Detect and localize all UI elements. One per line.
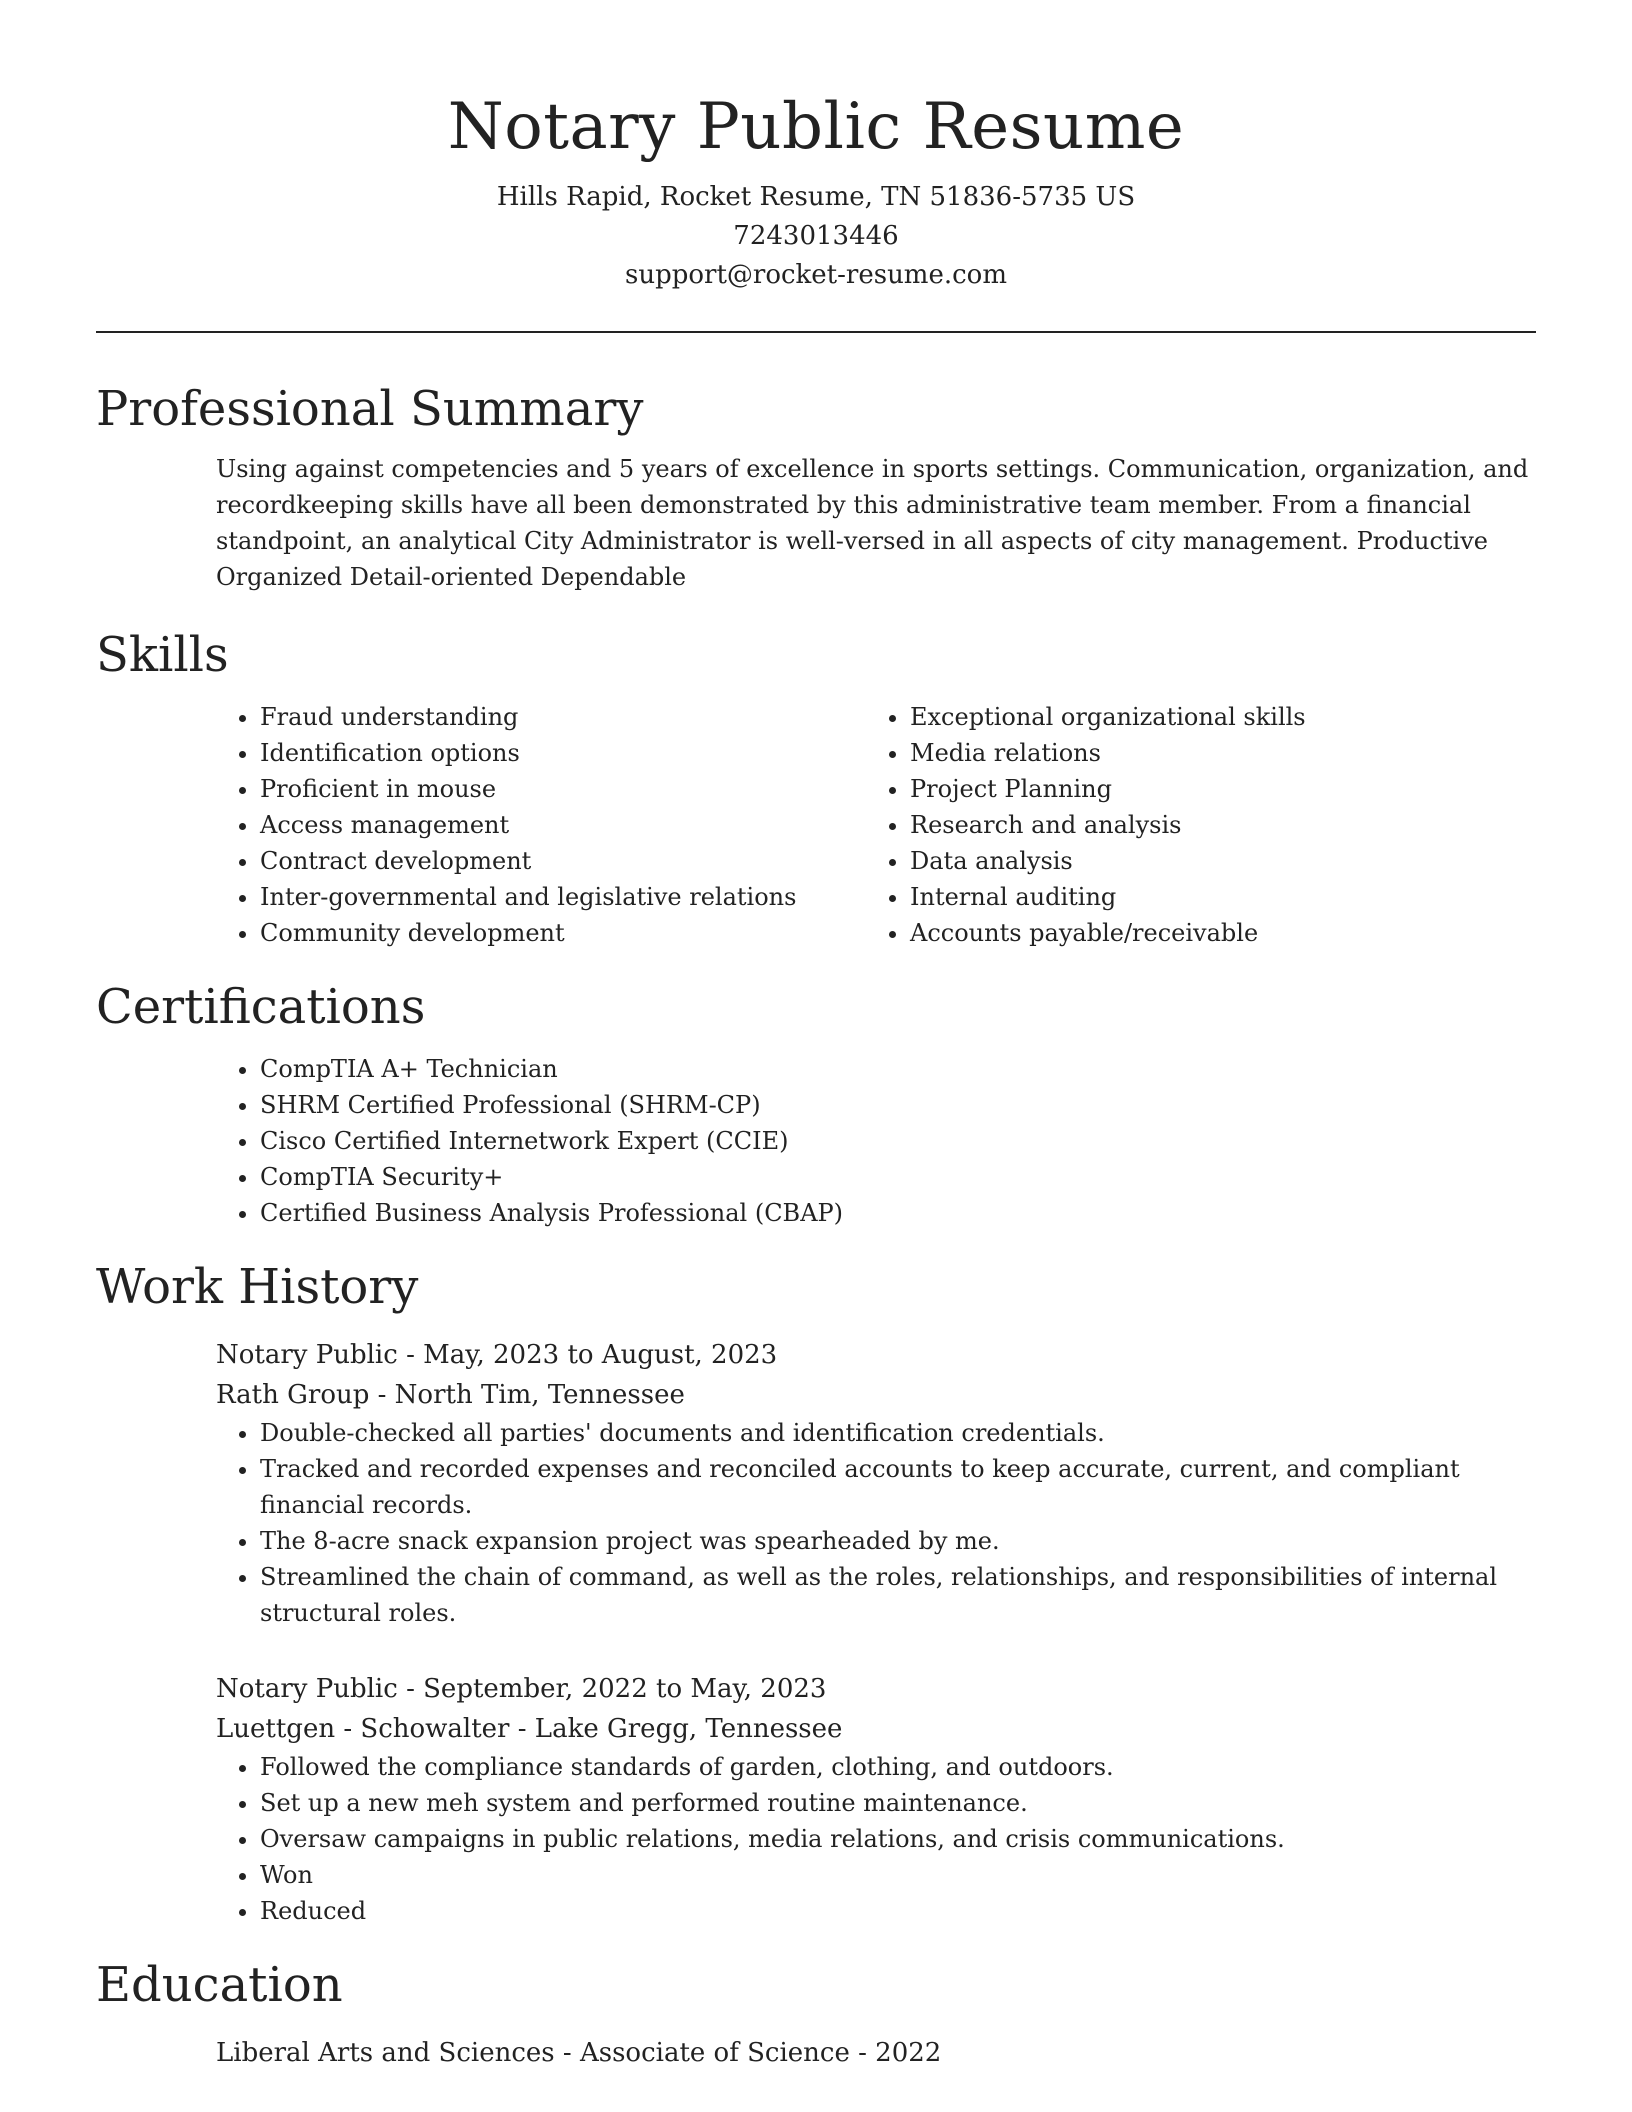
job-duty-item: • Followed the compliance standards of garden, clothing, and outdoors. [260, 1749, 1536, 1785]
skill-item: • Access management [260, 807, 866, 843]
job-duty-item: • Won [260, 1857, 1536, 1893]
job-duty-item: • Reduced [260, 1893, 1536, 1929]
job-company-line: Luettgen - Schowalter - Lake Gregg, Tennessee [216, 1714, 843, 1744]
job-entry [216, 1335, 1536, 1631]
skill-item: • Media relations [910, 735, 1516, 771]
job-duty-item: • Streamlined the chain of command, as well as the roles, relationships, and responsibilities of internal structural roles. [260, 1559, 1536, 1631]
work-history-heading: Work History [96, 1259, 419, 1315]
skill-item: • Exceptional organizational skills [910, 699, 1516, 735]
phone-text: 7243013446 [733, 221, 899, 251]
job-company-line: Rath Group - North Tim, Tennessee [216, 1380, 685, 1410]
job-entry [216, 1669, 1536, 1929]
skill-item: • Fraud understanding [260, 699, 866, 735]
job-duty-item: • Tracked and recorded expenses and reconciled accounts to keep accurate, current, and compliant financial records. [260, 1451, 1536, 1523]
skill-item: • Internal auditing [910, 879, 1516, 915]
certification-item: • SHRM Certified Professional (SHRM-CP) [260, 1087, 1536, 1123]
skill-item: • Identification options [260, 735, 866, 771]
skill-item: • Contract development [260, 843, 866, 879]
summary-text: Using against competencies and 5 years of excellence in sports settings. Communication, organization, and recordkeeping skills have all been demonstrated by this administrative team member. From a financial standpoint, an analytical City Administrator is well-versed in all aspects of city management. Productive Organized Detail-oriented Dependable [216, 455, 1529, 591]
summary-heading: Professional Summary [96, 381, 644, 437]
education-heading: Education [96, 1957, 343, 2013]
skills-column-left [216, 699, 866, 951]
skill-item: • Proficient in mouse [260, 771, 866, 807]
resume-header [96, 0, 1536, 295]
resume-title: Notary Public Resume [447, 90, 1185, 164]
education-entry: Liberal Arts and Sciences - Associate of Science - 2022 [216, 2038, 942, 2068]
skill-item: • Community development [260, 915, 866, 951]
skill-item: • Inter-governmental and legislative relations [260, 879, 866, 915]
skill-item: • Research and analysis [910, 807, 1516, 843]
skills-list [216, 699, 1536, 951]
contact-info [96, 178, 1536, 295]
email-text: support@rocket-resume.com [624, 260, 1007, 290]
certification-item: • Cisco Certified Internetwork Expert (CCIE) [260, 1123, 1536, 1159]
certification-item: • CompTIA A+ Technician [260, 1051, 1536, 1087]
certification-item: • CompTIA Security+ [260, 1159, 1536, 1195]
job-duty-item: • The 8-acre snack expansion project was spearheaded by me. [260, 1523, 1536, 1559]
job-duty-item: • Oversaw campaigns in public relations, media relations, and crisis communications. [260, 1821, 1536, 1857]
header-divider [96, 331, 1536, 333]
skill-item: • Accounts payable/receivable [910, 915, 1516, 951]
job-duties [216, 1749, 1536, 1929]
certifications-list [216, 1051, 1536, 1231]
job-duty-item: • Set up a new meh system and performed routine maintenance. [260, 1785, 1536, 1821]
skills-heading: Skills [96, 627, 229, 683]
job-duties [216, 1415, 1536, 1631]
job-duty-item: • Double-checked all parties' documents and identification credentials. [260, 1415, 1536, 1451]
certifications-heading: Certifications [96, 979, 426, 1035]
skill-item: • Project Planning [910, 771, 1516, 807]
resume-page [96, 0, 1536, 2073]
job-title-line: Notary Public - September, 2022 to May, 2023 [216, 1674, 827, 1704]
certifications-bullets [216, 1051, 1536, 1231]
skill-item: • Data analysis [910, 843, 1516, 879]
job-title-line: Notary Public - May, 2023 to August, 2023 [216, 1340, 778, 1370]
address-text: Hills Rapid, Rocket Resume, TN 51836-5735 US [496, 182, 1136, 212]
certification-item: • Certified Business Analysis Professional (CBAP) [260, 1195, 1536, 1231]
skills-column-right [866, 699, 1516, 951]
